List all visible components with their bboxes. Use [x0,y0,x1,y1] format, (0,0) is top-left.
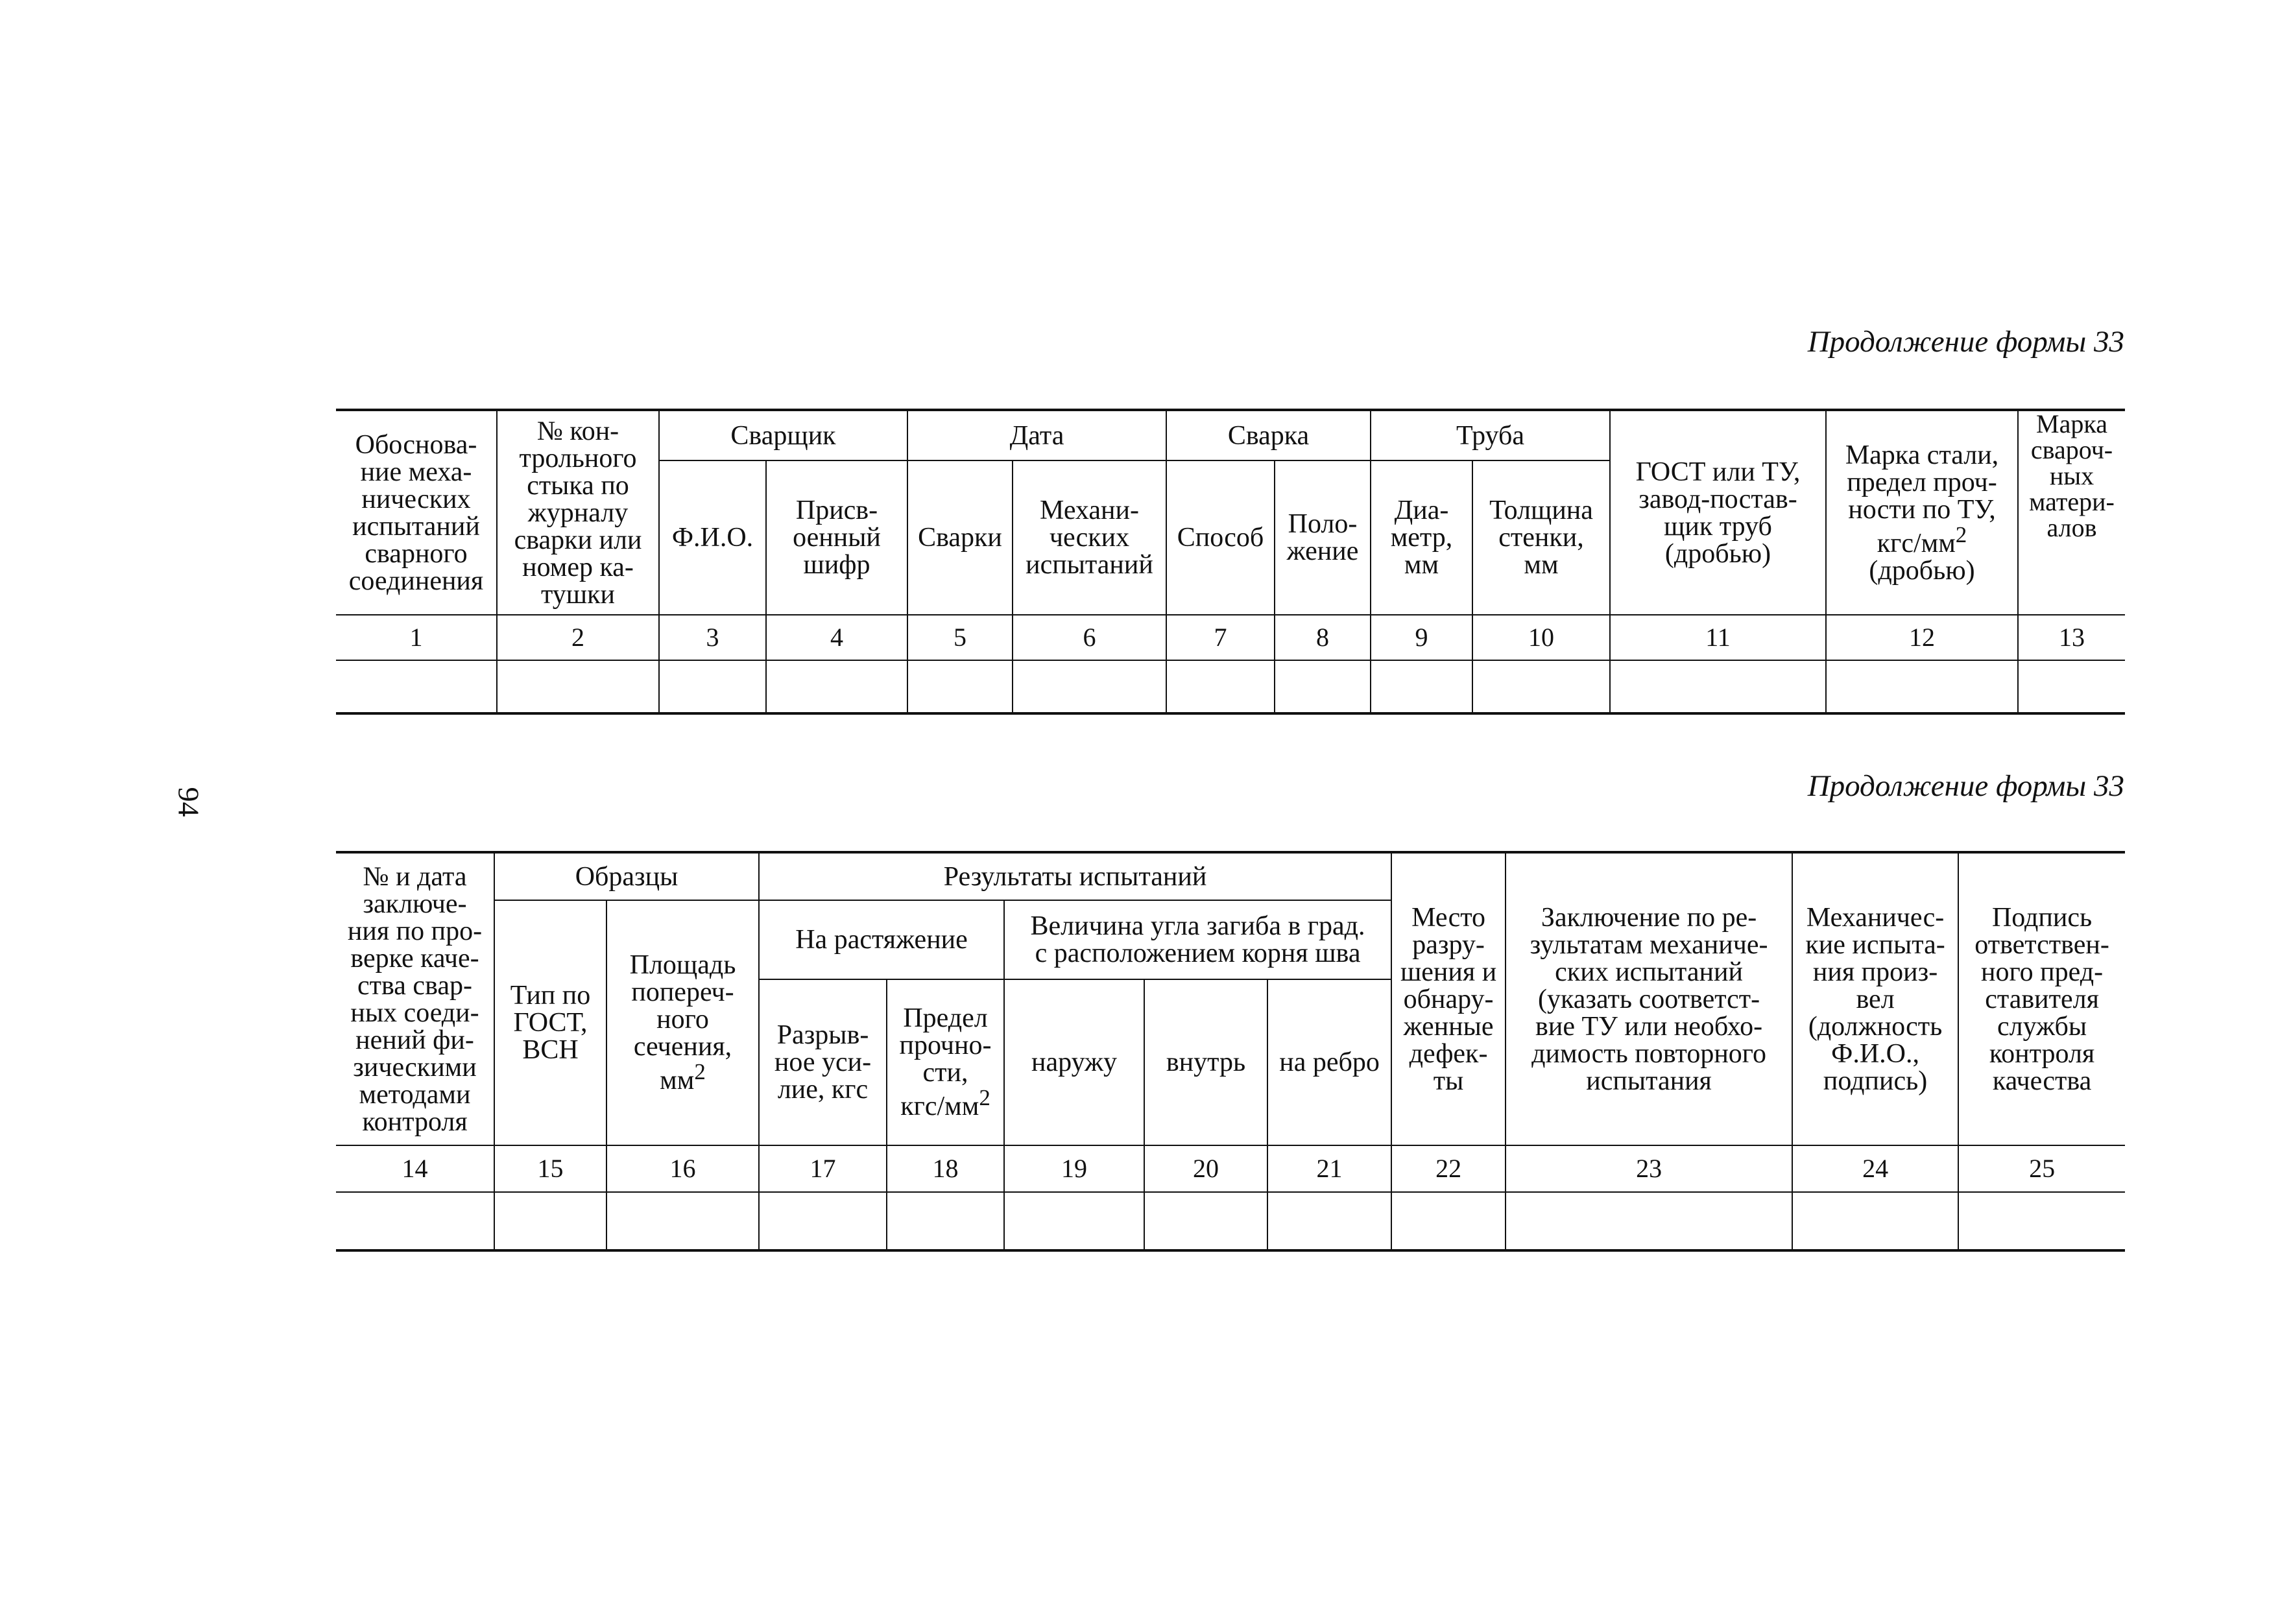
empty-data-cell [606,1192,759,1250]
header-group-bend-angle: Величина угла загиба в град. с расположением корня шва [1004,900,1391,979]
header-pipe-diameter: Диа- метр, мм [1371,460,1472,615]
header-group-results: Результаты испытаний [759,852,1391,900]
column-number: 7 [1166,615,1275,660]
header-qc-signature: Подпись ответствен- ного пред- ставителя службы контроля качества [1958,852,2125,1145]
header-group-welding: Сварка [1166,410,1371,460]
empty-data-cell [1144,1192,1267,1250]
empty-data-cell [494,1192,606,1250]
column-number: 9 [1371,615,1472,660]
column-number: 23 [1506,1145,1792,1192]
header-welding-position: Поло- жение [1275,460,1371,615]
header-sample-type: Тип по ГОСТ, ВСН [494,900,606,1145]
sample-area-label: Площадь попереч- ного сечения, мм [629,950,736,1095]
empty-data-cell [1371,660,1472,713]
tension-strength-label: Предел прочно- сти, кгс/мм [899,1003,992,1121]
empty-data-cell [759,1192,887,1250]
column-number: 14 [336,1145,494,1192]
header-tension-force: Разрыв- ное уси- лие, кгс [759,979,887,1145]
header-group-date: Дата [907,410,1166,460]
column-number: 4 [766,615,907,660]
empty-data-cell [1472,660,1610,713]
empty-data-cell [1826,660,2018,713]
page-number: 94 [172,787,206,817]
form-33-table-part-2 [336,851,2125,1252]
empty-data-cell [1792,1192,1958,1250]
column-number: 22 [1391,1145,1506,1192]
header-fracture-location: Место разру- шения и обнару- женные дефек- ты [1391,852,1506,1145]
empty-data-cell [1506,1192,1792,1250]
header-welder-name: Ф.И.О. [659,460,766,615]
header-gost-tu: ГОСТ или ТУ, завод-постав- щик труб (дробью) [1610,410,1826,615]
header-welding-method: Способ [1166,460,1275,615]
column-number: 20 [1144,1145,1267,1192]
empty-data-cell [887,1192,1004,1250]
column-number: 16 [606,1145,759,1192]
form-33-table-part-1 [336,409,2125,715]
header-bend-inward: внутрь [1144,979,1267,1145]
header-steel-grade [1826,410,2018,615]
header-date-welding: Сварки [907,460,1013,615]
column-number: 25 [1958,1145,2125,1192]
sample-area-sup: 2 [694,1059,706,1084]
empty-data-cell [1958,1192,2125,1250]
column-number: 2 [497,615,659,660]
column-number: 3 [659,615,766,660]
steel-grade-label: Марка стали, предел проч- ности по ТУ, кгс/мм [1845,440,1999,558]
header-group-pipe: Труба [1371,410,1610,460]
form-continuation-caption-1: Продолжение формы 33 [1807,325,2124,359]
header-welder-code: Присв- оенный шифр [766,460,907,615]
column-number: 11 [1610,615,1826,660]
empty-data-cell [1166,660,1275,713]
empty-data-cell [336,660,497,713]
column-number: 6 [1013,615,1166,660]
header-justification: Обоснова- ние меха- нических испытаний сварного соединения [336,410,497,615]
column-number: 8 [1275,615,1371,660]
empty-data-cell [497,660,659,713]
column-number: 5 [907,615,1013,660]
empty-data-cell [1004,1192,1144,1250]
header-tension-strength [887,979,1004,1145]
column-number: 21 [1267,1145,1391,1192]
header-bend-outward: наружу [1004,979,1144,1145]
column-number: 24 [1792,1145,1958,1192]
header-date-mech-tests: Механи- ческих испытаний [1013,460,1166,615]
column-number: 1 [336,615,497,660]
header-pipe-wall: Толщина стенки, мм [1472,460,1610,615]
column-number: 12 [1826,615,2018,660]
empty-data-cell [766,660,907,713]
header-sample-area [606,900,759,1145]
form-continuation-caption-2: Продолжение формы 33 [1807,769,2124,803]
header-group-welder: Сварщик [659,410,907,460]
column-number: 13 [2018,615,2125,660]
column-number: 15 [494,1145,606,1192]
tension-strength-sup: 2 [979,1085,990,1110]
column-number: 18 [887,1145,1004,1192]
header-tested-by: Механичес- кие испыта- ния произ- вел (должность Ф.И.О., подпись) [1792,852,1958,1145]
empty-data-cell [659,660,766,713]
column-number: 19 [1004,1145,1144,1192]
header-welding-materials: Марка свароч- ных матери- алов [2018,410,2125,615]
empty-data-cell [1610,660,1826,713]
header-test-conclusion: Заключение по ре- зультатам механиче- ских испытаний (указать соответст- вие ТУ или необхо- димость повторного испытания [1506,852,1792,1145]
empty-data-cell [1391,1192,1506,1250]
column-number: 17 [759,1145,887,1192]
empty-data-cell [907,660,1013,713]
header-joint-number: № кон- трольного стыка по журналу сварки или номер ка- тушки [497,410,659,615]
header-bend-edge: на ребро [1267,979,1391,1145]
header-conclusion-number: № и дата заключе- ния по про- верке каче- ства свар- ных соеди- нений фи- зическими методами контроля [336,852,494,1145]
empty-data-cell [1013,660,1166,713]
header-group-tension: На растяжение [759,900,1004,979]
steel-grade-fraction: (дробью) [1869,555,1975,586]
column-number: 10 [1472,615,1610,660]
empty-data-cell [1275,660,1371,713]
empty-data-cell [1267,1192,1391,1250]
empty-data-cell [336,1192,494,1250]
empty-data-cell [2018,660,2125,713]
steel-grade-sup: 2 [1955,521,1967,547]
header-group-samples: Образцы [494,852,759,900]
